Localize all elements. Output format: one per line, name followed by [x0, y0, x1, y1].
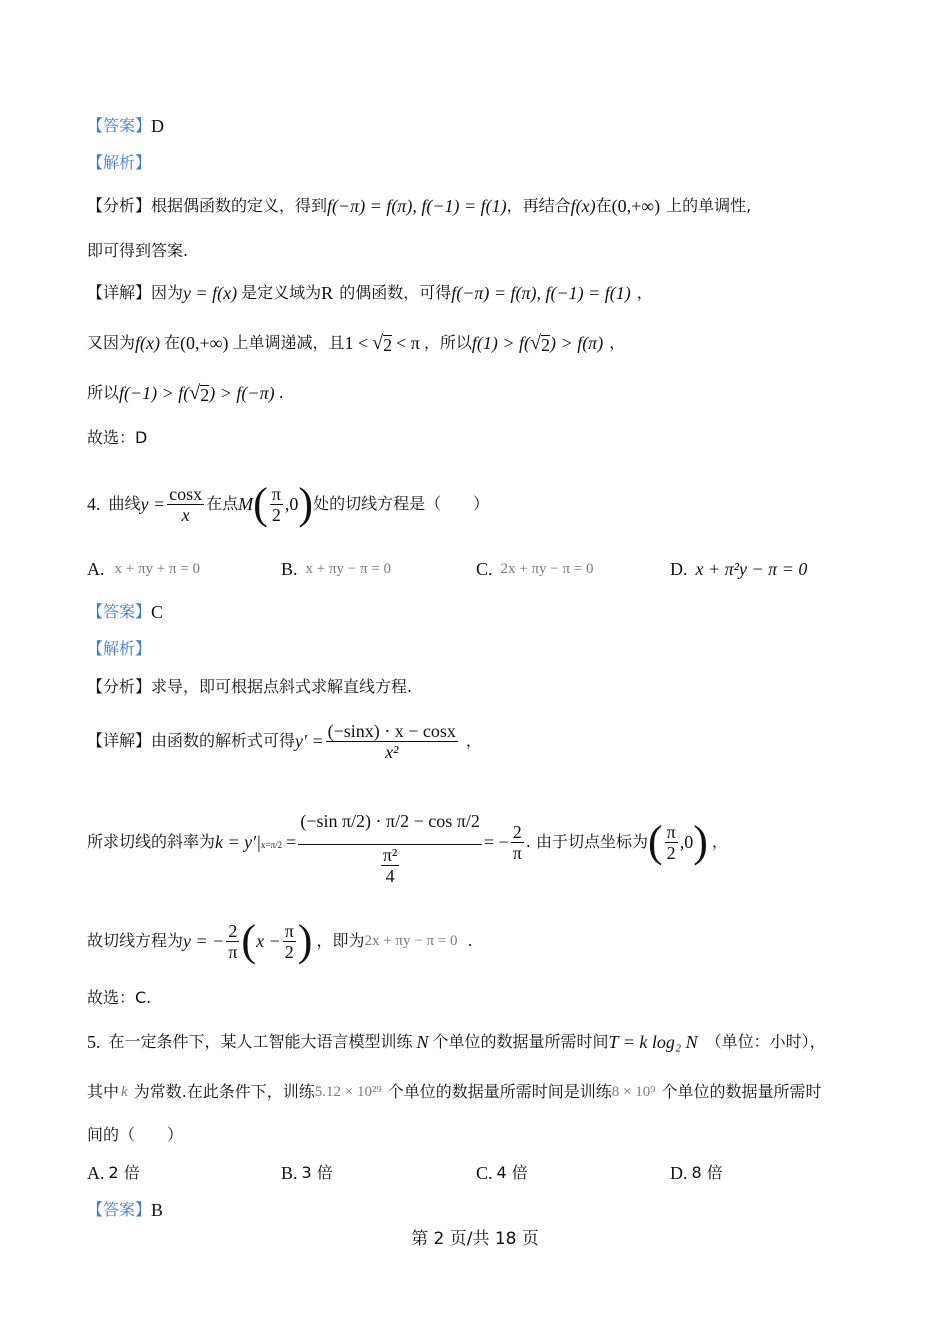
q4-option-b-text: x + πy − π = 0: [305, 561, 392, 577]
q5-l1-N: N: [416, 1032, 429, 1052]
q4-option-a-text: x + πy + π = 0: [114, 561, 201, 577]
q3-d2-end: ，: [609, 333, 626, 352]
q3-choose: 故选：D: [87, 428, 148, 447]
q3-analysis-heading: [87, 152, 151, 174]
q5-l1-post: （单位：小时），: [705, 1032, 826, 1051]
q4-d1-num: (−sinx) · x − cosx: [327, 720, 456, 741]
q4-d3-pfrac: [283, 921, 296, 962]
q4-number: 4.: [87, 494, 101, 514]
q4-stem-post: 处的切线方程是（ ）: [313, 494, 490, 513]
q4-option-a: [87, 558, 200, 580]
q4-d3-pre: 故切线方程为: [87, 931, 184, 950]
q4-point-rparen: ): [298, 479, 314, 528]
q3-d2-sqrt-value: 2: [383, 335, 393, 355]
q3-detail-line2: [87, 332, 625, 354]
q4-option-d-text: x + π²y − π = 0: [695, 559, 808, 579]
q3-d1-math1: y = f(x): [183, 283, 238, 303]
q3-d1-math2: f(−π) = f(π), f(−1) = f(1): [451, 283, 631, 303]
q4-y-eq: y =: [140, 494, 166, 514]
q4-d3-eq: 2x + πy − π = 0: [364, 933, 458, 949]
q4-detail-line1: [87, 717, 482, 765]
q4-d3-y: y = −: [183, 931, 225, 951]
q4-d2-bigfrac: [298, 798, 482, 886]
q4-d3-pn: π: [284, 920, 294, 941]
q4-d2-sub: x=π/2: [261, 840, 283, 850]
q4-d3-fn: 2: [228, 920, 238, 941]
q5-l2-k: k: [121, 1084, 128, 1100]
q4-d2-k: k = y′|: [215, 832, 262, 852]
q4-option-a-letter: A.: [87, 559, 105, 579]
q4-option-c-letter: C.: [476, 559, 493, 579]
q4-stem-pre: 曲线: [108, 494, 141, 513]
q3-fenxi-math2: f(x): [570, 196, 596, 216]
q4-d2-rparen: ): [693, 817, 708, 866]
q5-l2-mid2: 个单位的数据量所需时间是训练: [387, 1082, 612, 1101]
q3-d3-sqrt: √ 2: [189, 382, 210, 405]
q5-line2: [87, 1081, 821, 1103]
q4-d2-end: ，: [711, 832, 728, 851]
q3-d2-sqrt2-value: 2: [541, 335, 551, 355]
q5-option-c-text: 4 倍: [496, 1163, 528, 1182]
q3-fenxi-math1: f(−π) = f(π), f(−1) = f(1): [327, 196, 507, 216]
q3-answer-line: [87, 115, 164, 137]
q4-answer-value: C: [151, 602, 164, 622]
q4-d2-lparen: (: [647, 817, 663, 866]
q4-detail-line2: [87, 792, 728, 892]
q5-option-d: [670, 1162, 723, 1184]
q4-d2-pt-den: 2: [666, 842, 676, 863]
q4-d2-pre: 所求切线的斜率为: [87, 832, 216, 851]
q3-d3-sqrt-value: 2: [200, 385, 210, 405]
q3-fenxi-post: 上的单调性,: [666, 196, 752, 215]
q4-d2-res: = −: [483, 832, 509, 852]
q3-d2-mid2: ，所以: [423, 333, 472, 352]
detail-label: 【详解】: [87, 731, 152, 750]
q4-stem: [87, 478, 489, 530]
q4-option-b-letter: B.: [281, 559, 298, 579]
q4-d3-pd: 2: [284, 941, 294, 962]
q3-d1-end: ，: [636, 283, 653, 302]
q4-d1-end: ，: [465, 731, 482, 750]
q3-d3-math1b: ) > f(−π): [209, 383, 275, 403]
q5-l2-post: 个单位的数据量所需时: [661, 1082, 822, 1101]
q4-d1-y: y′ =: [295, 731, 324, 751]
q3-fenxi-mid: ，再结合: [506, 196, 571, 215]
q4-point-den: 2: [271, 504, 281, 525]
q4-option-c: [476, 558, 594, 580]
q4-d2-eq: =: [286, 832, 297, 852]
q4-choose: 故选：C.: [87, 988, 152, 1007]
q4-d2-mid: . 由于切点坐标为: [525, 832, 648, 851]
answer-label: 【答案】: [87, 116, 152, 135]
q4-stem-mid: 在点: [206, 494, 239, 513]
q4-d2-res-frac: [511, 822, 524, 863]
q5-option-d-letter: D.: [670, 1163, 688, 1183]
q3-d2-math1: f(x): [135, 333, 160, 353]
q4-d2-num: (−sin π/2) · π/2 − cos π/2: [298, 798, 482, 845]
q3-fenxi-pre: 根据偶函数的定义，得到: [151, 196, 328, 215]
q5-line1: [87, 1031, 826, 1053]
q3-d2-zai: 在: [164, 333, 181, 352]
q5-option-a: [87, 1162, 140, 1184]
q3-d2-math3a: 1 <: [344, 333, 369, 353]
detail-label: 【详解】: [87, 283, 152, 302]
q4-point-frac: [270, 484, 283, 525]
fenxi-label: 【分析】: [87, 196, 152, 215]
q4-d2-pt-tail: ,0: [679, 832, 694, 852]
q4-answer-line: [87, 601, 163, 623]
q3-fenxi-zai: 在: [595, 196, 612, 215]
q3-detail-line1: [87, 282, 653, 304]
q3-fenxi-line2: [87, 240, 188, 262]
q4-option-d-letter: D.: [670, 559, 688, 579]
analysis-label: 【解析】: [87, 153, 152, 172]
q4-d1-den: x²: [385, 741, 399, 762]
q3-d3-pre: 所以: [87, 383, 120, 402]
q4-d3-mid: ，即为: [316, 931, 365, 950]
q4-point-tail: ,0: [284, 494, 299, 514]
q3-d1-pre: 因为: [151, 283, 184, 302]
q3-d2-math3b: < π: [396, 333, 420, 353]
q3-choose-line: [87, 427, 147, 449]
q4-d3-frac: [226, 921, 239, 962]
q5-answer-value: B: [151, 1200, 164, 1220]
q5-line3: [87, 1124, 183, 1146]
q4-option-c-text: 2x + πy − π = 0: [500, 561, 594, 577]
q4-d3-lparen: (: [241, 916, 257, 965]
q4-d3-rparen: ): [297, 916, 313, 965]
q4-d1-fraction: [326, 721, 458, 762]
q5-option-c-letter: C.: [476, 1163, 493, 1183]
q4-d3-fd: π: [228, 941, 238, 962]
q4-d2-res-num: 2: [512, 821, 522, 842]
q5-l2-mid: 为常数.在此条件下，训练: [133, 1082, 315, 1101]
q4-d2-den-frac: [381, 845, 399, 886]
q4-fraction: [167, 484, 204, 525]
q4-d3-x: x −: [256, 931, 281, 951]
q4-d1-pre: 由函数的解析式可得: [151, 731, 296, 750]
q4-analysis-heading: [87, 638, 151, 660]
q4-fenxi-text: 求导，即可根据点斜式求解直线方程.: [151, 677, 413, 696]
q5-l2-v2: 8 × 10⁹: [611, 1084, 656, 1100]
analysis-label: 【解析】: [87, 639, 152, 658]
q3-d2-math4a: f(1) > f(: [471, 333, 531, 353]
q4-d2-den-num: π²: [382, 845, 398, 865]
q3-d2-sqrt2: √ 2: [530, 332, 551, 355]
q5-option-a-text: 2 倍: [108, 1163, 140, 1182]
q3-answer-value: D: [151, 116, 165, 136]
q3-d2-math4b: ) > f(π): [550, 333, 604, 353]
q5-l1-formula: T = k log₂ N: [608, 1032, 698, 1052]
q3-d2-mid: 上单调递减，且: [232, 333, 345, 352]
q3-fenxi-line2-text: 即可得到答案.: [87, 241, 189, 260]
q4-fraction-den: x: [181, 504, 190, 525]
q3-d1-mid2: 的偶函数，可得: [339, 283, 452, 302]
answer-label: 【答案】: [87, 602, 152, 621]
q3-d2-math2: (0,+∞): [180, 333, 229, 353]
q4-point-M: M: [238, 494, 254, 514]
fenxi-label: 【分析】: [87, 677, 152, 696]
q5-l1-pre: 在一定条件下，某人工智能大语言模型训练: [108, 1032, 413, 1051]
q4-d2-pt-num: π: [666, 821, 676, 842]
q4-option-b: [281, 558, 391, 580]
q3-fenxi-line1: [87, 195, 751, 217]
q4-point-num: π: [271, 483, 281, 504]
q4-option-d: [670, 558, 807, 580]
q4-point-lparen: (: [253, 479, 268, 528]
q4-fenxi-line: [87, 676, 412, 698]
q5-option-b-text: 3 倍: [301, 1163, 333, 1182]
q5-option-c: [476, 1162, 528, 1184]
q4-detail-line3: [87, 916, 473, 966]
q3-d2-sqrt: √ 2: [372, 332, 393, 355]
page-footer: 第 2 页/共 18 页: [411, 1229, 539, 1249]
q4-d2-pt-frac: [665, 822, 678, 863]
q4-fraction-num: cosx: [169, 483, 203, 504]
q4-choose-line: [87, 987, 151, 1009]
q4-d2-res-den: π: [512, 842, 522, 863]
q3-d1-R: R: [321, 283, 334, 303]
q3-fenxi-math3: (0,+∞): [611, 196, 661, 216]
q4-d3-end: .: [467, 931, 473, 950]
q3-d3-math1a: f(−1) > f(: [119, 383, 190, 403]
q3-d1-mid: 是定义域为: [241, 283, 322, 302]
q4-d2-den-den: 4: [385, 866, 395, 886]
q5-option-a-letter: A.: [87, 1163, 105, 1183]
q5-option-b: [281, 1162, 333, 1184]
q5-l2-v1: 5.12 × 10²⁹: [314, 1084, 382, 1100]
q5-number: 5.: [87, 1032, 101, 1052]
q5-l2-pre: 其中: [87, 1082, 120, 1101]
q3-d3-end: .: [278, 383, 284, 402]
q3-d2-pre: 又因为: [87, 333, 136, 352]
q5-option-d-text: 8 倍: [691, 1163, 723, 1182]
q4-d2-den: [377, 845, 403, 886]
q5-l3: 间的（ ）: [87, 1125, 184, 1144]
q5-option-b-letter: B.: [281, 1163, 298, 1183]
answer-label: 【答案】: [87, 1200, 152, 1219]
q5-l1-mid: 个单位的数据量所需时间: [432, 1032, 609, 1051]
q5-answer-line: [87, 1199, 163, 1221]
q3-detail-line3: [87, 382, 284, 404]
